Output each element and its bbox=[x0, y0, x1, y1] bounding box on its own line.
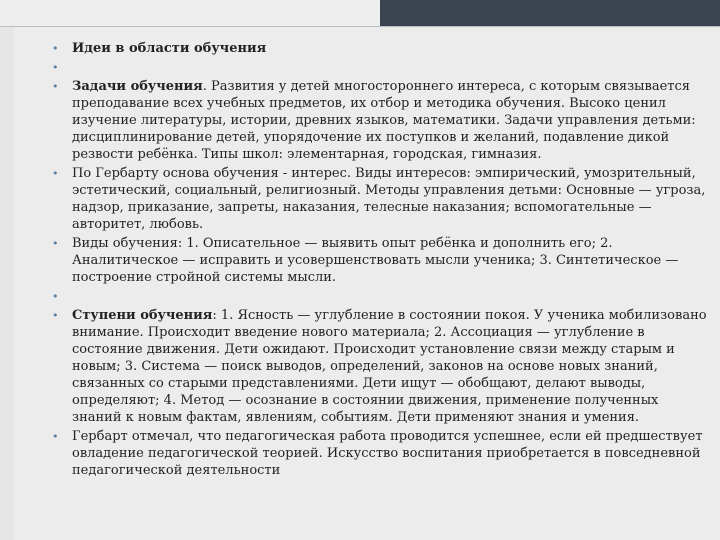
list-item bbox=[30, 428, 710, 479]
item-text: По Гербарту основа обучения - интерес. Виды интересов: эмпирический, умозрительный, эстетический, социальный, религиозный. Методы управления детьми: Основные — угроза, надзор, приказание, запреты, наказания, телесные наказания; вспомогательные — авторитет, любовь. bbox=[72, 166, 706, 232]
list-item bbox=[30, 288, 710, 305]
item-text: . Развития у детей многостороннего интереса, с которым связывается преподавание всех учебных предметов, их отбор и методика обучения. Высоко ценил изучение литературы, истории, древних языков, математики. Задачи управления детьми: дисциплинирование детей, упорядочение их поступков и желаний, подавление дикой резвости ребёнка. Типы школ: элементарная, городская, гимназия. bbox=[72, 79, 696, 162]
slide-content bbox=[30, 40, 710, 481]
item-text: Гербарт отмечал, что педагогическая работа проводится успешнее, если ей предшествует овладение педагогической теорией. Искусство воспитания приобретается в повседневной педагогической деятельности bbox=[72, 429, 703, 478]
item-lead: Задачи обучения bbox=[72, 79, 203, 94]
list-item bbox=[30, 307, 710, 426]
bullet-icon: • bbox=[52, 430, 59, 443]
list-item bbox=[30, 78, 710, 163]
item-lead: Ступени обучения bbox=[72, 308, 213, 323]
bullet-icon: • bbox=[52, 167, 59, 180]
list-item bbox=[30, 59, 710, 76]
bullet-icon: • bbox=[52, 61, 59, 74]
item-text: : 1. Ясность — углубление в состоянии покоя. У ученика мобилизовано внимание. Происходит введение нового материала; 2. Ассоциация — углубление в состояние движения. Дети ожидают. Происходит установление связи между старым и новым; 3. Система — поиск выводов, определений, законов на основе новых знаний, связанных со старыми представлениями. Дети ищут — обобщают, делают выводы, определяют; 4. Метод — осознание в состоянии движения, применение полученных знаний к новым фактам, явлениям, событиям. Дети применяют знания и умения. bbox=[72, 308, 707, 425]
item-text: Виды обучения: 1. Описательное — выявить опыт ребёнка и дополнить его; 2. Аналитическое — исправить и усовершенствовать мысли ученика; 3. Синтетическое — построение стройной системы мысли. bbox=[72, 236, 679, 285]
list-item bbox=[30, 235, 710, 286]
list-item bbox=[30, 40, 710, 57]
bullet-icon: • bbox=[52, 80, 59, 93]
item-lead: Идеи в области обучения bbox=[72, 41, 267, 56]
bullet-icon: • bbox=[52, 309, 59, 322]
bullet-icon: • bbox=[52, 42, 59, 55]
bullet-list bbox=[30, 40, 710, 479]
list-item bbox=[30, 165, 710, 233]
top-decoration-bar bbox=[380, 0, 720, 26]
bullet-icon: • bbox=[52, 237, 59, 250]
bullet-icon: • bbox=[52, 290, 59, 303]
